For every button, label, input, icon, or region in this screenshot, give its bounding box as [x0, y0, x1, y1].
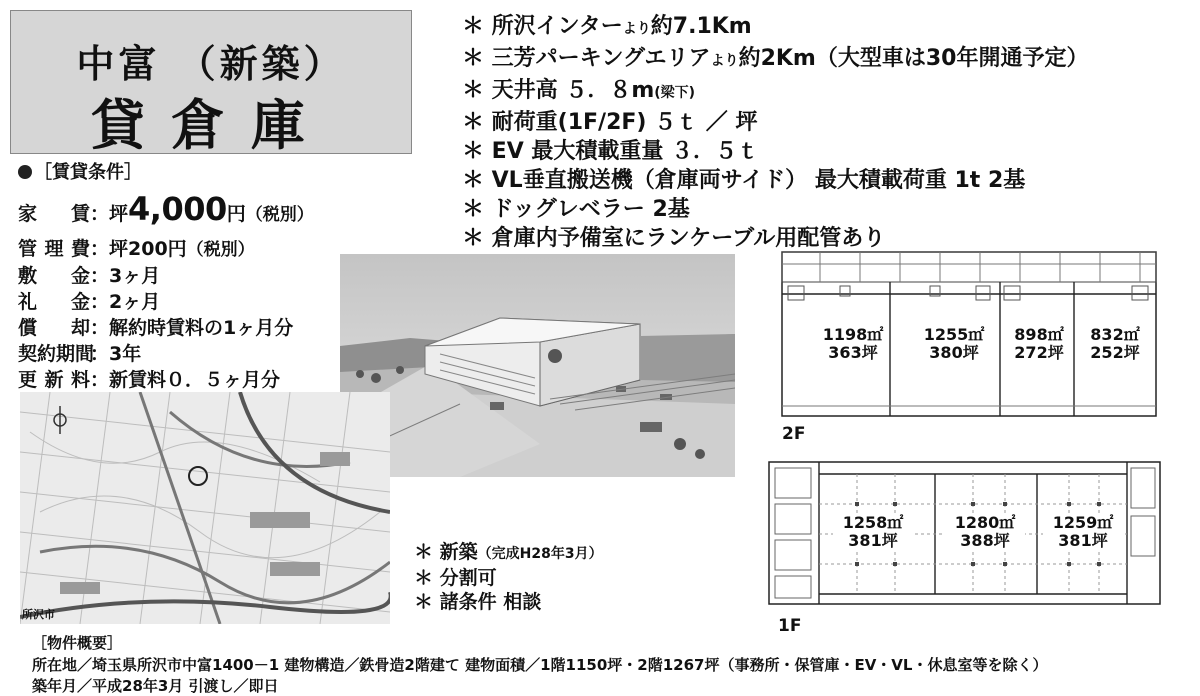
term-value: ：坪200円 [90, 238, 187, 260]
feature-item [462, 224, 1088, 253]
overview-line-2: 築年月／平成28年3月 引渡し／即日 [32, 677, 279, 695]
term-label: 更新料 [18, 369, 90, 391]
title-main: 貸倉庫 [91, 94, 331, 157]
term-row [18, 367, 293, 393]
area-1f-2: 1280㎡ 388坪 [945, 514, 1025, 550]
note-small-text: （完成H28年3月） [477, 546, 603, 562]
term-label: 契約期間 [18, 343, 95, 365]
term-row [18, 263, 293, 289]
building-rendering [340, 254, 735, 477]
feature-item [462, 195, 1088, 224]
note-text: ＊ 分割可 [414, 567, 497, 589]
note-item [414, 540, 603, 566]
area-2f-2: 1255㎡ 380坪 [923, 325, 985, 362]
feature-item [462, 76, 1088, 108]
title-box [10, 10, 412, 157]
note-item [414, 590, 603, 614]
feature-text: ＊ ドッグレベラー 2基 [462, 197, 690, 222]
feature-small-text: より [710, 53, 739, 69]
title-subtitle: 中富 （新築） [76, 42, 346, 86]
area-2f-4: 832㎡ 252坪 [1090, 325, 1140, 362]
term-value: ：解約時賃料の1ヶ月分 [90, 317, 294, 339]
term-value: ：2ヶ月 [90, 291, 161, 313]
location-map-image [20, 392, 390, 624]
feature-suffix: 約2Km（大型車は30年開通予定） [738, 46, 1089, 71]
feature-text: ＊ 倉庫内予備室にランケーブル用配管あり [462, 226, 886, 251]
floor-plan-2f [780, 250, 1158, 418]
feature-small-text: より [622, 21, 651, 37]
overview-line-1: 所在地／埼玉県所沢市中富1400－1 建物構造／鉄骨造2階建て 建物面積／1階1150坪・2階1267坪（事務所・保管庫・EV・VL・休息室等を除く） [32, 656, 1048, 674]
location-map [20, 392, 390, 624]
feature-text: ＊ 耐荷重(1F/2F) ５ｔ ／ 坪 [462, 110, 758, 135]
notes-list [414, 540, 603, 614]
term-label: 償 却 [18, 317, 90, 339]
feature-text: ＊ VL垂直搬送機（倉庫両サイド） 最大積載荷重 1t 2基 [462, 168, 1026, 193]
term-note: （税別） [186, 240, 255, 260]
area-1f-1: 1258㎡ 381坪 [833, 514, 913, 550]
feature-item [462, 166, 1088, 195]
feature-item [462, 108, 1088, 137]
term-label: 管理費 [18, 238, 90, 260]
feature-suffix: 約7.1Km [650, 14, 752, 39]
floor-plan-1f [767, 460, 1162, 606]
area-2f-3: 898㎡ 272坪 [1014, 325, 1064, 362]
feature-item [462, 137, 1088, 166]
term-value: ：3ヶ月 [90, 265, 161, 287]
feature-text: ＊ 天井高 ５．８m [462, 78, 655, 103]
term-row [18, 236, 293, 263]
terms-header: ［賃貸条件］ [18, 158, 142, 184]
feature-item [462, 12, 1088, 44]
bullet-icon [18, 165, 32, 179]
rent-value: 4,000 [128, 190, 227, 228]
term-value: ：新賃料０．５ヶ月分 [90, 369, 281, 391]
feature-text: ＊ 所沢インター [462, 14, 623, 39]
area-2f-1: 1198㎡ 363坪 [822, 325, 884, 362]
rent-row [18, 190, 314, 228]
note-item [414, 566, 603, 590]
feature-item [462, 44, 1088, 76]
terms-rows [18, 236, 293, 393]
building-rendering-image [340, 254, 735, 477]
note-text: ＊ 新築 [414, 541, 478, 563]
rent-tax: （税別） [245, 205, 314, 225]
features-list [462, 12, 1088, 253]
floor-2f-label: 2F [782, 424, 806, 444]
term-row [18, 315, 293, 341]
feature-text: ＊ EV 最大積載重量 ３．５ｔ [462, 139, 760, 164]
map-city-label: 所沢市 [22, 608, 55, 621]
feature-small-text: (梁下) [654, 85, 696, 101]
term-label: 敷 金 [18, 265, 90, 287]
overview-header: ［物件概要］ [32, 634, 123, 652]
term-label: 礼 金 [18, 291, 90, 313]
rent-suffix: 円 [226, 203, 246, 225]
floor-1f-label: 1F [778, 616, 802, 636]
feature-text: ＊ 三芳パーキングエリア [462, 46, 711, 71]
note-text: ＊ 諸条件 相談 [414, 591, 542, 613]
term-value: ：3年 [90, 343, 142, 365]
rent-prefix: ：坪 [90, 203, 129, 225]
rent-label: 家 賃 [18, 203, 90, 225]
term-row [18, 289, 293, 315]
term-row [18, 341, 293, 367]
area-1f-3: 1259㎡ 381坪 [1043, 514, 1123, 550]
